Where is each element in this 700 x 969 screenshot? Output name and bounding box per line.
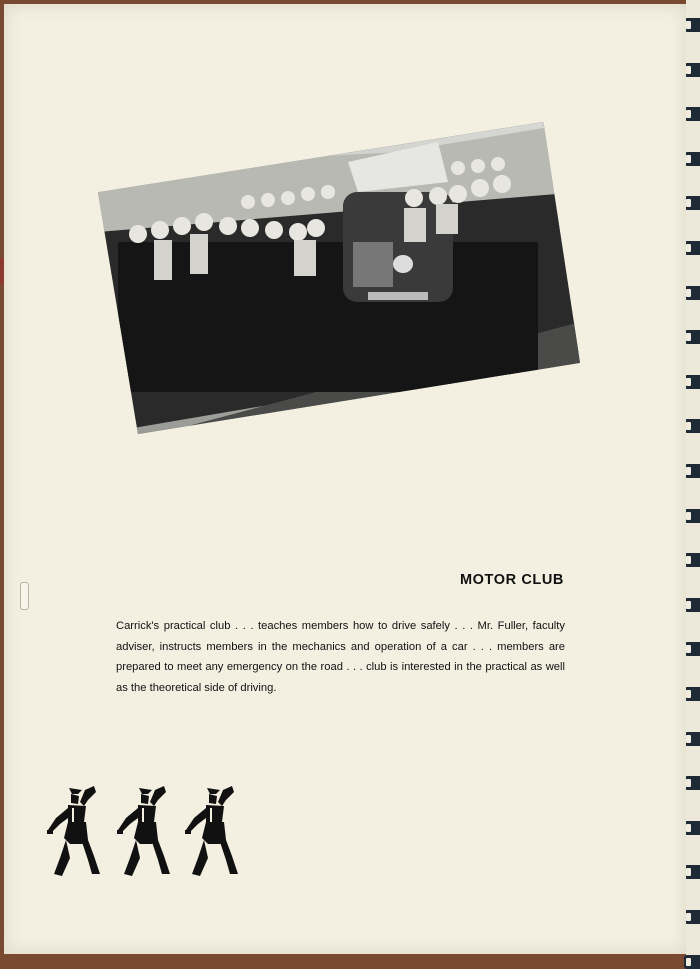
marching-figure-icon bbox=[180, 784, 238, 878]
binder-strip bbox=[686, 0, 700, 964]
binder-ring bbox=[684, 598, 700, 612]
binder-ring bbox=[684, 776, 700, 790]
binder-ring bbox=[684, 152, 700, 166]
club-description: Carrick's practical club . . . teaches members how to drive safely . . . Mr. Fuller, faculty adviser, instructs members in the mechanics and operation of a car . . . members are prepared to meet any emergency on the road . . . club is interested in the practical as well as the theoretical side of driving. bbox=[116, 620, 565, 694]
binder-ring bbox=[684, 955, 700, 969]
binder-ring bbox=[684, 642, 700, 656]
club-title: MOTOR CLUB bbox=[459, 572, 564, 588]
binder-ring bbox=[684, 865, 700, 879]
binder-ring bbox=[684, 821, 700, 835]
binder-ring bbox=[684, 107, 700, 121]
binder-ring bbox=[684, 18, 700, 32]
binder-ring bbox=[684, 419, 700, 433]
page-edge-tab bbox=[0, 258, 4, 284]
binder-ring bbox=[684, 63, 700, 77]
binder-ring bbox=[684, 330, 700, 344]
binder-ring bbox=[684, 910, 700, 924]
marching-figure-icon bbox=[112, 784, 170, 878]
binder-ring bbox=[684, 286, 700, 300]
binder-ring bbox=[684, 241, 700, 255]
binder-ring bbox=[684, 687, 700, 701]
binder-ring bbox=[684, 464, 700, 478]
binder-ring bbox=[684, 375, 700, 389]
binder-ring bbox=[684, 553, 700, 567]
binder-ring bbox=[684, 509, 700, 523]
binder-ring bbox=[684, 732, 700, 746]
decorative-figures bbox=[42, 784, 252, 880]
binder-ring bbox=[684, 196, 700, 210]
marching-figure-icon bbox=[42, 784, 100, 878]
binder-hole-mark bbox=[20, 582, 29, 610]
